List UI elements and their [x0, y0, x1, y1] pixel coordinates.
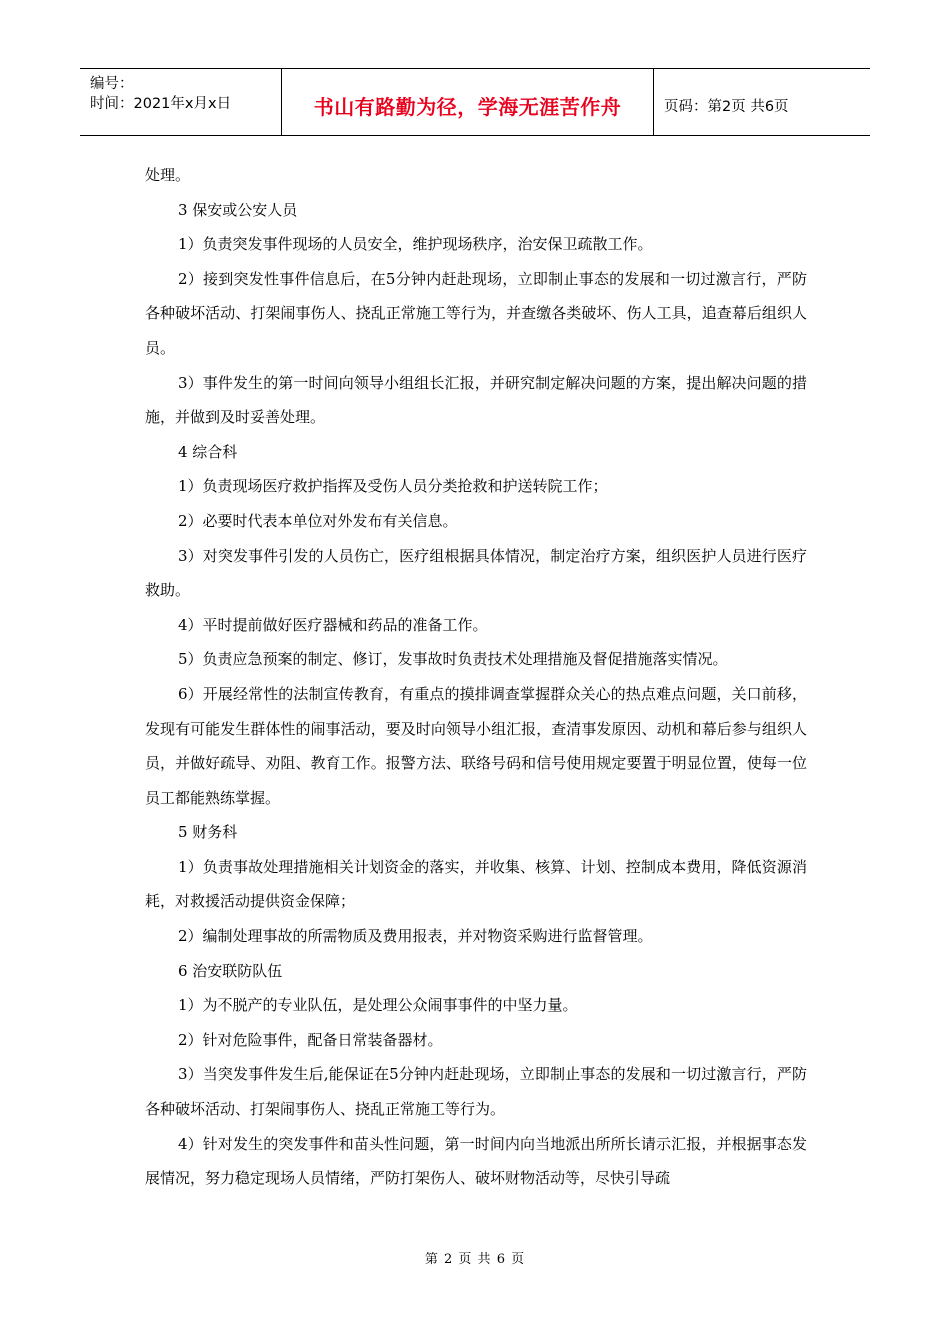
paragraph: 1）为不脱产的专业队伍，是处理公众闹事事件的中坚力量。: [178, 996, 578, 1015]
paragraph: 1）负责事故处理措施相关计划资金的落实，并收集、核算、计划、控制成本费用，降低资源消耗，对救援活动提供资金保障；: [145, 857, 807, 911]
paragraph: 3）对突发事件引发的人员伤亡，医疗组根据具体情况，制定治疗方案，组织医护人员进行医疗救助。: [145, 546, 807, 600]
header-page-info: 页码：第2页 共6页: [664, 98, 789, 115]
paragraph: 2）接到突发性事件信息后，在5分钟内赶赴现场，立即制止事态的发展和一切过激言行，严防各种破坏活动、打架闹事伤人、挠乱正常施工等行为，并查缴各类破坏、伤人工具，追查幕后组织人员。: [145, 269, 807, 357]
page-header: [80, 68, 870, 136]
paragraph: 5）负责应急预案的制定、修订，发事故时负责技术处理措施及督促措施落实情况。: [178, 650, 728, 669]
header-motto: 书山有路勤为径，学海无涯苦作舟: [282, 69, 654, 135]
paragraph: 处理。: [145, 166, 191, 184]
paragraph: 6 治安联防队伍: [178, 961, 283, 980]
paragraph: 4）针对发生的突发事件和苗头性问题，第一时间内向当地派出所所长请示汇报，并根据事态发展情况，努力稳定现场人员情绪，严防打架伤人、破坏财物活动等，尽快引导疏: [145, 1134, 807, 1188]
paragraph: 3）事件发生的第一时间向领导小组组长汇报，并研究制定解决问题的方案，提出解决问题的措施，并做到及时妥善处理。: [145, 373, 807, 427]
document-body: [145, 158, 807, 1196]
date-label: 时间：2021年x月x日: [90, 96, 232, 112]
paragraph: 3）当突发事件发生后,能保证在5分钟内赶赴现场，立即制止事态的发展和一切过激言行，严防各种破坏活动、打架闹事伤人、挠乱正常施工等行为。: [145, 1065, 807, 1119]
paragraph: 4）平时提前做好医疗器械和药品的准备工作。: [178, 615, 488, 634]
paragraph: 1）负责现场医疗救护指挥及受伤人员分类抢救和护送转院工作；: [178, 477, 608, 496]
paragraph: 6）开展经常性的法制宣传教育，有重点的摸排调查掌握群众关心的热点难点问题，关口前移，发现有可能发生群体性的闹事活动，要及时向领导小组汇报，查清事发原因、动机和幕后参与组织人员，并做好疏导、劝阻、教育工作。报警方法、联络号码和信号使用规定要置于明显位置，使每一位员工都能熟练掌握。: [145, 684, 807, 807]
header-meta-cell: [80, 69, 282, 135]
number-label: 编号：: [90, 76, 134, 92]
paragraph: 5 财务科: [178, 823, 238, 842]
paragraph: 2）编制处理事故的所需物质及费用报表，并对物资采购进行监督管理。: [178, 927, 653, 946]
paragraph: 2）必要时代表本单位对外发布有关信息。: [178, 511, 458, 530]
paragraph: 4 综合科: [178, 442, 238, 461]
paragraph: 3 保安或公安人员: [178, 200, 298, 219]
paragraph: 1）负责突发事件现场的人员安全，维护现场秩序，治安保卫疏散工作。: [178, 235, 653, 254]
paragraph: 2）针对危险事件，配备日常装备器材。: [178, 1030, 443, 1049]
page-footer: 第 2 页 共 6 页: [424, 1252, 526, 1267]
